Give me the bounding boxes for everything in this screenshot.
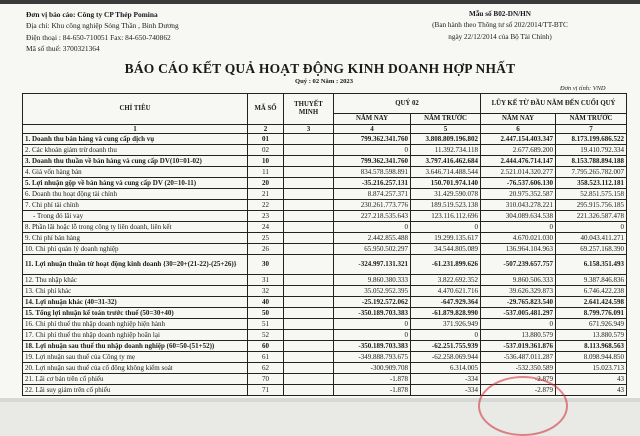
row-label: 1. Doanh thu bán hàng và cung cấp dịch vụ — [23, 134, 248, 145]
table-row — [23, 178, 627, 189]
row-note — [284, 222, 334, 233]
row-note — [284, 330, 334, 341]
quarter-last-year: -61.231.899.626 — [411, 255, 481, 275]
quarter-last-year: 6.314.005 — [411, 363, 481, 374]
row-label: 12. Thu nhập khác — [23, 275, 248, 286]
quarter-last-year: -62.258.069.944 — [411, 352, 481, 363]
quarter-this-year: 0 — [334, 319, 411, 330]
row-label: 2. Các khoản giảm trừ doanh thu — [23, 145, 248, 156]
quarter-this-year: 0 — [334, 145, 411, 156]
row-code: 71 — [248, 385, 284, 396]
row-code: 31 — [248, 275, 284, 286]
row-note — [284, 308, 334, 319]
header-quarter: QUÝ 02 — [334, 94, 481, 114]
table-row — [23, 308, 627, 319]
row-note — [284, 374, 334, 385]
quarter-this-year: -1.878 — [334, 374, 411, 385]
ytd-this-year: -536.487.011.287 — [481, 352, 556, 363]
row-code: 23 — [248, 211, 284, 222]
quarter-this-year: -1.878 — [334, 385, 411, 396]
quarter-last-year: -647.929.364 — [411, 297, 481, 308]
row-label: 19. Lợi nhuận sau thuế của Công ty mẹ — [23, 352, 248, 363]
quarter-this-year: 9.860.380.333 — [334, 275, 411, 286]
income-statement-table — [22, 93, 627, 396]
quarter-last-year: -62.251.755.939 — [411, 341, 481, 352]
header-ytd-last-year: NĂM TRƯỚC — [556, 114, 627, 125]
ytd-last-year: 43 — [556, 374, 627, 385]
row-note — [284, 363, 334, 374]
quarter-this-year: -350.189.703.383 — [334, 341, 411, 352]
ytd-this-year: -537.019.361.876 — [481, 341, 556, 352]
quarter-last-year: 4.470.621.716 — [411, 286, 481, 297]
table-row — [23, 385, 627, 396]
row-note — [284, 189, 334, 200]
report-title: BÁO CÁO KẾT QUẢ HOẠT ĐỘNG KINH DOANH HỢP NHẤT — [124, 61, 516, 76]
column-index: 6 — [481, 125, 556, 134]
row-code: 30 — [248, 255, 284, 275]
table-row — [23, 374, 627, 385]
quarter-this-year: -350.189.703.383 — [334, 308, 411, 319]
row-label: 13. Chi phí khác — [23, 286, 248, 297]
quarter-last-year: 34.544.805.089 — [411, 244, 481, 255]
row-label: 3. Doanh thu thuần về bán hàng và cung cấp DV(10=01-02) — [23, 156, 248, 167]
company-name: Đơn vị báo cáo: Công ty CP Thép Pomina — [26, 10, 158, 19]
ytd-last-year: 7.795.265.782.007 — [556, 167, 627, 178]
quarter-last-year: 31.429.590.078 — [411, 189, 481, 200]
quarter-this-year: -25.192.572.062 — [334, 297, 411, 308]
row-code: 25 — [248, 233, 284, 244]
ytd-last-year: 8.799.776.091 — [556, 308, 627, 319]
quarter-last-year: 150.701.974.140 — [411, 178, 481, 189]
row-label: 18. Lợi nhuận sau thuế thu nhập doanh nghiệp (60=50-(51+52)) — [23, 341, 248, 352]
row-note — [284, 255, 334, 275]
row-label: 9. Chi phí bán hàng — [23, 233, 248, 244]
ytd-this-year: 2.447.154.403.347 — [481, 134, 556, 145]
column-index: 5 — [411, 125, 481, 134]
ytd-last-year: 6.158.351.493 — [556, 255, 627, 275]
row-label: 22. Lãi suy giảm trên cổ phiếu — [23, 385, 248, 396]
table-row — [23, 189, 627, 200]
row-label: 8. Phần lãi hoặc lỗ trong công ty liên doanh, liên kết — [23, 222, 248, 233]
ytd-this-year: 136.964.104.963 — [481, 244, 556, 255]
ytd-this-year: 20.975.352.587 — [481, 189, 556, 200]
quarter-last-year: -61.879.828.990 — [411, 308, 481, 319]
bottom-border — [0, 398, 640, 402]
row-code: 60 — [248, 341, 284, 352]
row-code: 50 — [248, 308, 284, 319]
row-note — [284, 319, 334, 330]
ytd-last-year: 358.523.112.181 — [556, 178, 627, 189]
table-row — [23, 330, 627, 341]
row-code: 32 — [248, 286, 284, 297]
row-note — [284, 178, 334, 189]
company-phone: Điện thoại : 84-650-710051 Fax: 84-650-740862 — [26, 32, 171, 42]
quarter-last-year: 3.808.809.196.802 — [411, 134, 481, 145]
form-date: ngày 22/12/2014 của Bộ Tài Chính) — [448, 32, 552, 41]
header-quarter-this-year: NĂM NAY — [334, 114, 411, 125]
row-label: 6. Doanh thu hoạt động tài chính — [23, 189, 248, 200]
row-note — [284, 134, 334, 145]
row-note — [284, 352, 334, 363]
row-label: 4. Giá vốn hàng bán — [23, 167, 248, 178]
column-index: 1 — [23, 125, 248, 134]
row-note — [284, 233, 334, 244]
quarter-last-year: 0 — [411, 330, 481, 341]
row-label: 5. Lợi nhuận gộp về bán hàng và cung cấp DV (20=10-11) — [23, 178, 248, 189]
form-info — [420, 9, 580, 43]
row-note — [284, 385, 334, 396]
row-note — [284, 244, 334, 255]
ytd-last-year: 40.043.411.271 — [556, 233, 627, 244]
ytd-last-year: 13.880.579 — [556, 330, 627, 341]
ytd-this-year: 2.444.476.714.147 — [481, 156, 556, 167]
table-row — [23, 363, 627, 374]
table-row — [23, 145, 627, 156]
form-number: Mẫu số B02-DN/HN — [469, 10, 531, 18]
ytd-last-year: 0 — [556, 222, 627, 233]
table-row — [23, 134, 627, 145]
quarter-last-year: 3.822.692.352 — [411, 275, 481, 286]
quarter-this-year: -324.997.131.321 — [334, 255, 411, 275]
header-quarter-last-year: NĂM TRƯỚC — [411, 114, 481, 125]
row-code: 70 — [248, 374, 284, 385]
ytd-last-year: 52.851.575.158 — [556, 189, 627, 200]
table-row — [23, 275, 627, 286]
row-note — [284, 341, 334, 352]
company-tax-code: Mã số thuế: 3700321364 — [26, 44, 100, 54]
quarter-last-year: 0 — [411, 222, 481, 233]
ytd-this-year: 2.521.014.320.277 — [481, 167, 556, 178]
quarter-last-year: -334 — [411, 374, 481, 385]
quarter-this-year: 799.362.341.760 — [334, 134, 411, 145]
table-row — [23, 352, 627, 363]
ytd-this-year: 304.089.634.538 — [481, 211, 556, 222]
header-ytd: LŨY KẾ TỪ ĐẦU NĂM ĐẾN CUỐI QUÝ — [481, 94, 627, 114]
quarter-this-year: 0 — [334, 222, 411, 233]
quarter-this-year: 65.950.502.297 — [334, 244, 411, 255]
ytd-last-year: 43 — [556, 385, 627, 396]
row-label: - Trong đó lãi vay — [23, 211, 248, 222]
table-row — [23, 156, 627, 167]
table-row — [23, 341, 627, 352]
ytd-this-year: 0 — [481, 319, 556, 330]
row-code: 40 — [248, 297, 284, 308]
table-row — [23, 286, 627, 297]
row-code: 52 — [248, 330, 284, 341]
row-code: 26 — [248, 244, 284, 255]
row-code: 22 — [248, 200, 284, 211]
row-code: 20 — [248, 178, 284, 189]
row-code: 11 — [248, 167, 284, 178]
header-code: MÃ SỐ — [248, 94, 284, 125]
quarter-this-year: 2.442.855.488 — [334, 233, 411, 244]
ytd-last-year: 8.098.944.850 — [556, 352, 627, 363]
ytd-last-year: 2.641.424.598 — [556, 297, 627, 308]
header-ytd-this-year: NĂM NAY — [481, 114, 556, 125]
row-code: 21 — [248, 189, 284, 200]
ytd-this-year: 39.626.329.873 — [481, 286, 556, 297]
form-issued: (Ban hành theo Thông tư số 202/2014/TT-BTC — [432, 21, 568, 30]
row-label: 10. Chi phí quản lý doanh nghiệp — [23, 244, 248, 255]
ytd-last-year: 8.153.788.894.188 — [556, 156, 627, 167]
table-row — [23, 244, 627, 255]
ytd-this-year: 9.860.506.333 — [481, 275, 556, 286]
header-note: THUYẾT MINH — [284, 94, 334, 125]
row-note — [284, 156, 334, 167]
table-row — [23, 297, 627, 308]
quarter-this-year: 0 — [334, 330, 411, 341]
quarter-last-year: 3.646.714.488.544 — [411, 167, 481, 178]
table-row — [23, 255, 627, 275]
row-note — [284, 275, 334, 286]
row-label: 17. Chi phí thuế thu nhập doanh nghiệp hoãn lại — [23, 330, 248, 341]
column-index: 7 — [556, 125, 627, 134]
currency-unit: Đơn vị tính: VND — [560, 85, 606, 92]
table-row — [23, 167, 627, 178]
column-index-row — [23, 125, 627, 134]
row-code: 61 — [248, 352, 284, 363]
ytd-this-year: 2.677.689.200 — [481, 145, 556, 156]
row-label: 11. Lợi nhuận thuần từ hoạt động kinh doanh {30=20+(21-22)-(25+26)} — [23, 255, 248, 275]
quarter-last-year: 19.299.135.617 — [411, 233, 481, 244]
report-period: Quý : 02 Năm : 2023 — [294, 78, 354, 85]
ytd-this-year: -537.005.481.297 — [481, 308, 556, 319]
quarter-this-year: 8.874.257.371 — [334, 189, 411, 200]
ytd-last-year: 8.173.199.686.522 — [556, 134, 627, 145]
row-code: 24 — [248, 222, 284, 233]
row-note — [284, 211, 334, 222]
quarter-last-year: 371.926.949 — [411, 319, 481, 330]
quarter-this-year: 230.261.773.776 — [334, 200, 411, 211]
quarter-last-year: 3.797.416.462.684 — [411, 156, 481, 167]
ytd-last-year: 15.023.713 — [556, 363, 627, 374]
row-label: 16. Chi phí thuế thu nhập doanh nghiệp hiện hành — [23, 319, 248, 330]
company-info — [26, 9, 179, 55]
row-code: 10 — [248, 156, 284, 167]
ytd-last-year: 221.326.587.478 — [556, 211, 627, 222]
ytd-this-year: 0 — [481, 222, 556, 233]
ytd-last-year: 6.746.422.238 — [556, 286, 627, 297]
quarter-this-year: 834.578.598.891 — [334, 167, 411, 178]
ytd-last-year: 295.915.756.185 — [556, 200, 627, 211]
ytd-last-year: 69.257.168.390 — [556, 244, 627, 255]
quarter-this-year: 35.052.952.395 — [334, 286, 411, 297]
quarter-last-year: -334 — [411, 385, 481, 396]
quarter-last-year: 11.392.734.118 — [411, 145, 481, 156]
ytd-last-year: 19.410.792.334 — [556, 145, 627, 156]
row-note — [284, 200, 334, 211]
row-code: 01 — [248, 134, 284, 145]
company-address: Địa chỉ: Khu công nghiệp Sóng Thần , Bình Dương — [26, 21, 179, 31]
ytd-last-year: 9.387.846.836 — [556, 275, 627, 286]
row-code: 51 — [248, 319, 284, 330]
quarter-this-year: -300.909.708 — [334, 363, 411, 374]
row-note — [284, 286, 334, 297]
row-code: 02 — [248, 145, 284, 156]
row-note — [284, 145, 334, 156]
table-row — [23, 200, 627, 211]
ytd-this-year: -76.537.606.130 — [481, 178, 556, 189]
quarter-this-year: -349.888.793.675 — [334, 352, 411, 363]
quarter-this-year: -35.216.257.131 — [334, 178, 411, 189]
header-item: CHỈ TIÊU — [23, 94, 248, 125]
table-row — [23, 222, 627, 233]
table-row — [23, 211, 627, 222]
ytd-this-year: 13.880.579 — [481, 330, 556, 341]
row-note — [284, 167, 334, 178]
quarter-this-year: 227.218.535.643 — [334, 211, 411, 222]
row-label: 14. Lợi nhuận khác (40=31-32) — [23, 297, 248, 308]
ytd-this-year: -29.765.823.540 — [481, 297, 556, 308]
ytd-this-year: 4.670.021.030 — [481, 233, 556, 244]
ytd-this-year: -2.879 — [481, 374, 556, 385]
row-label: 7. Chi phí tài chính — [23, 200, 248, 211]
column-index: 3 — [284, 125, 334, 134]
column-index: 4 — [334, 125, 411, 134]
quarter-last-year: 189.519.523.138 — [411, 200, 481, 211]
quarter-this-year: 799.362.341.760 — [334, 156, 411, 167]
table-row — [23, 233, 627, 244]
ytd-this-year: 310.043.278.221 — [481, 200, 556, 211]
column-index: 2 — [248, 125, 284, 134]
row-code: 62 — [248, 363, 284, 374]
row-label: 15. Tổng lợi nhuận kế toán trước thuế (50=30+40) — [23, 308, 248, 319]
ytd-this-year: -2.879 — [481, 385, 556, 396]
ytd-last-year: 8.113.968.563 — [556, 341, 627, 352]
ytd-last-year: 671.926.949 — [556, 319, 627, 330]
row-label: 20. Lợi nhuận sau thuế của cổ đông không kiểm soát — [23, 363, 248, 374]
row-note — [284, 297, 334, 308]
quarter-last-year: 123.116.112.696 — [411, 211, 481, 222]
row-label: 21. Lãi cơ bản trên cổ phiếu — [23, 374, 248, 385]
ytd-this-year: -507.239.657.757 — [481, 255, 556, 275]
table-row — [23, 319, 627, 330]
ytd-this-year: -532.350.589 — [481, 363, 556, 374]
